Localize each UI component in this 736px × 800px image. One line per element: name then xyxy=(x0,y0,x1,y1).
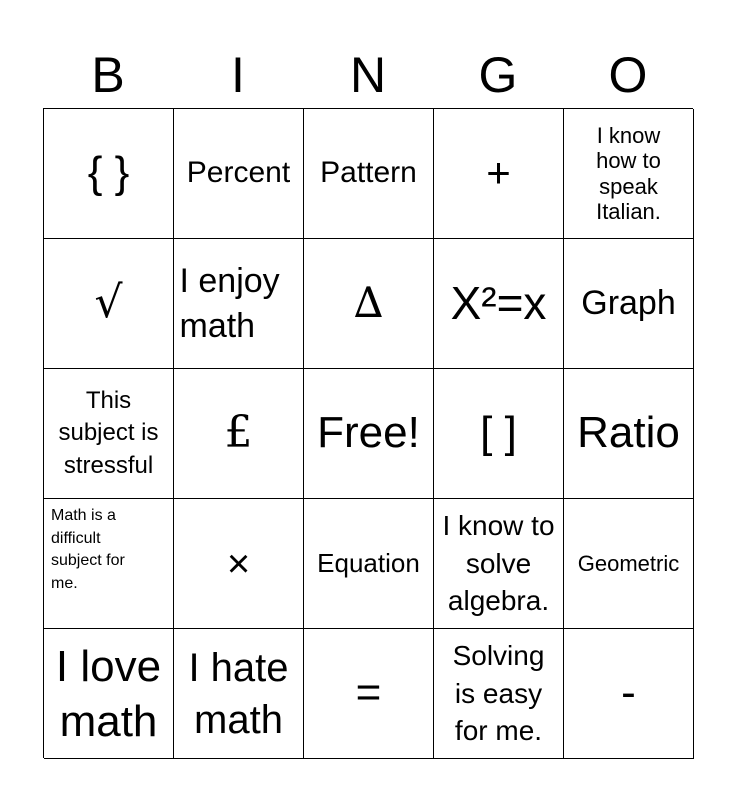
bingo-cell[interactable] xyxy=(304,369,434,499)
bingo-cell[interactable] xyxy=(564,109,694,239)
cell-text: Ratio xyxy=(577,408,680,458)
bingo-cell[interactable] xyxy=(434,629,564,759)
bingo-cell[interactable] xyxy=(44,109,174,239)
bingo-cell[interactable] xyxy=(174,109,304,239)
cell-text: Graph xyxy=(581,283,676,322)
bingo-cell[interactable] xyxy=(564,499,694,629)
bingo-cell[interactable] xyxy=(564,369,694,499)
bingo-cell[interactable] xyxy=(434,369,564,499)
cell-text: £ xyxy=(224,407,253,459)
cell-text: I enjoy math xyxy=(179,262,280,345)
cell-text: I know to solve algebra. xyxy=(442,509,555,617)
cell-text: { } xyxy=(87,148,130,198)
cell-text: X²=x xyxy=(450,277,547,330)
bingo-cell[interactable] xyxy=(44,239,174,369)
bingo-cell[interactable] xyxy=(44,499,174,629)
cell-text: - xyxy=(621,668,636,718)
bingo-cell[interactable] xyxy=(304,109,434,239)
bingo-header xyxy=(43,42,693,108)
bingo-cell[interactable] xyxy=(434,109,564,239)
cell-text: This subject is stressful xyxy=(58,386,159,479)
cell-text: = xyxy=(355,668,382,718)
cell-text: I hate math xyxy=(188,645,289,742)
cell-text: I love math xyxy=(55,641,162,746)
cell-text: √ xyxy=(94,277,123,329)
cell-text: ∆ xyxy=(353,278,384,328)
bingo-cell[interactable] xyxy=(174,499,304,629)
bingo-cell[interactable] xyxy=(304,239,434,369)
bingo-cell[interactable] xyxy=(434,499,564,629)
bingo-cell[interactable] xyxy=(434,239,564,369)
bingo-cell[interactable] xyxy=(304,499,434,629)
cell-text: Geometric xyxy=(577,550,680,576)
cell-text: Equation xyxy=(317,547,420,578)
cell-text: + xyxy=(486,149,511,197)
cell-text: Pattern xyxy=(320,156,417,190)
cell-text: I know how to speak Italian. xyxy=(596,122,661,224)
header-letter-g: G xyxy=(478,47,518,103)
bingo-cell[interactable] xyxy=(44,629,174,759)
bingo-cell[interactable] xyxy=(174,369,304,499)
bingo-cell[interactable] xyxy=(564,629,694,759)
cell-text: [ ] xyxy=(480,408,517,458)
bingo-cell[interactable] xyxy=(174,239,304,369)
cell-text: × xyxy=(226,541,251,586)
header-letter-o: O xyxy=(608,47,648,103)
bingo-card xyxy=(43,108,693,758)
cell-text: Free! xyxy=(317,408,420,458)
cell-text: Solving is easy for me. xyxy=(452,639,545,747)
header-letter-i: I xyxy=(231,47,245,103)
cell-text: Percent xyxy=(186,156,291,190)
bingo-cell[interactable] xyxy=(44,369,174,499)
header-letter-n: N xyxy=(349,47,387,103)
header-letter-b: B xyxy=(91,47,125,103)
cell-text: Math is a difficult subject for me. xyxy=(51,507,125,593)
bingo-cell[interactable] xyxy=(304,629,434,759)
bingo-cell[interactable] xyxy=(564,239,694,369)
bingo-cell[interactable] xyxy=(174,629,304,759)
